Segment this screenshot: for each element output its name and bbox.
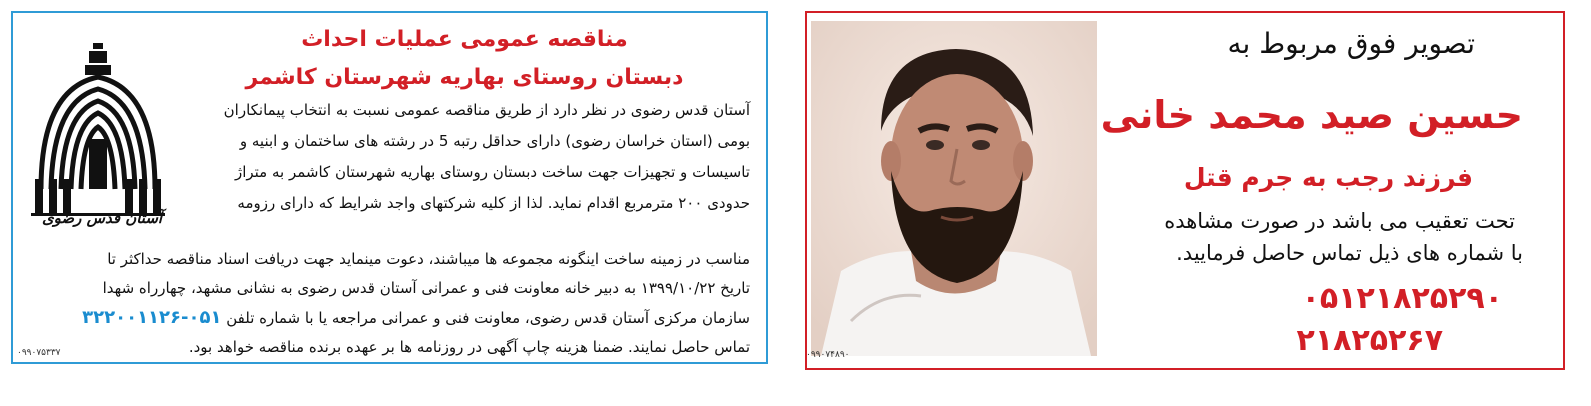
logo-caption: آستان قدس رضوی	[41, 209, 163, 227]
wanted-phone-1: ۰۵۱۲۱۸۲۵۲۹۰	[1301, 281, 1503, 316]
tender-ad-code: ۰۹۹۰۷۵۳۳۷	[17, 348, 61, 358]
tender-body-line: تاریخ ۱۳۹۹/۱۰/۲۲ به دبیر خانه معاونت فنی و عمرانی آستان قدس رضوی به نشانی مشهد، چهارراه شهدا	[102, 279, 750, 297]
tender-body-line: تماس حاصل نمایند. ضمنا هزینه چاپ آگهی در روزنامه ها بر عهده برنده مناقصه خواهد بود.	[188, 338, 750, 356]
tender-ad	[11, 11, 768, 364]
tender-body-top	[194, 95, 750, 219]
tender-body-line: تاسیسات و تجهیزات جهت ساخت دبستان روستای بهاریه شهرستان کاشمر به متراژ	[234, 163, 750, 181]
tender-title-line2: دبستان روستای بهاریه شهرستان کاشمر	[245, 65, 684, 90]
wanted-text-line2: با شماره های ذیل تماس حاصل فرمایید.	[1176, 241, 1523, 265]
tender-phone: ۰۵۱-۳۲۲۰۰۱۱۲۶	[82, 307, 222, 328]
suspect-portrait-icon	[811, 21, 1097, 356]
wanted-name: حسین صید محمد خانی	[1100, 93, 1523, 137]
tender-title-line1: مناقصه عمومی عملیات احداث	[301, 27, 628, 52]
tender-body-bottom	[20, 245, 750, 362]
suspect-photo	[811, 21, 1097, 356]
wanted-intro: تصویر فوق مربوط به	[1227, 27, 1475, 60]
tender-body-line-with-phone	[20, 303, 750, 333]
wanted-ad-code: ۰۹۹۰۷۴۸۹۰	[806, 350, 850, 360]
tender-body-line: بومی (استان خراسان رضوی) دارای حداقل رتبه 5 در رشته های ساختمان و ابنیه و	[239, 132, 750, 150]
tender-body-line: آستان قدس رضوی در نظر دارد از طریق مناقصه عمومی نسبت به انتخاب پیمانکاران	[223, 101, 750, 119]
tender-body-line: مناسب در زمینه ساخت اینگونه مجموعه ها میباشند، دعوت مینماید جهت دریافت اسناد مناقصه حداکثر تا	[107, 250, 750, 268]
wanted-phone-2: ۲۱۸۲۵۲۶۷	[1296, 323, 1443, 358]
wanted-subtitle: فرزند رجب به جرم قتل	[1183, 163, 1473, 192]
tender-body-line: حدودی ۲۰۰ مترمربع اقدام نماید. لذا از کلیه شرکتهای واجد شرایط که دارای رزومه	[237, 194, 750, 212]
wanted-text-line1: تحت تعقیب می باشد در صورت مشاهده	[1164, 209, 1515, 233]
wanted-ad	[805, 11, 1565, 370]
tender-body-line: سازمان مرکزی آستان قدس رضوی، معاونت فنی و عمرانی مراجعه یا با شماره تلفن	[226, 309, 750, 327]
